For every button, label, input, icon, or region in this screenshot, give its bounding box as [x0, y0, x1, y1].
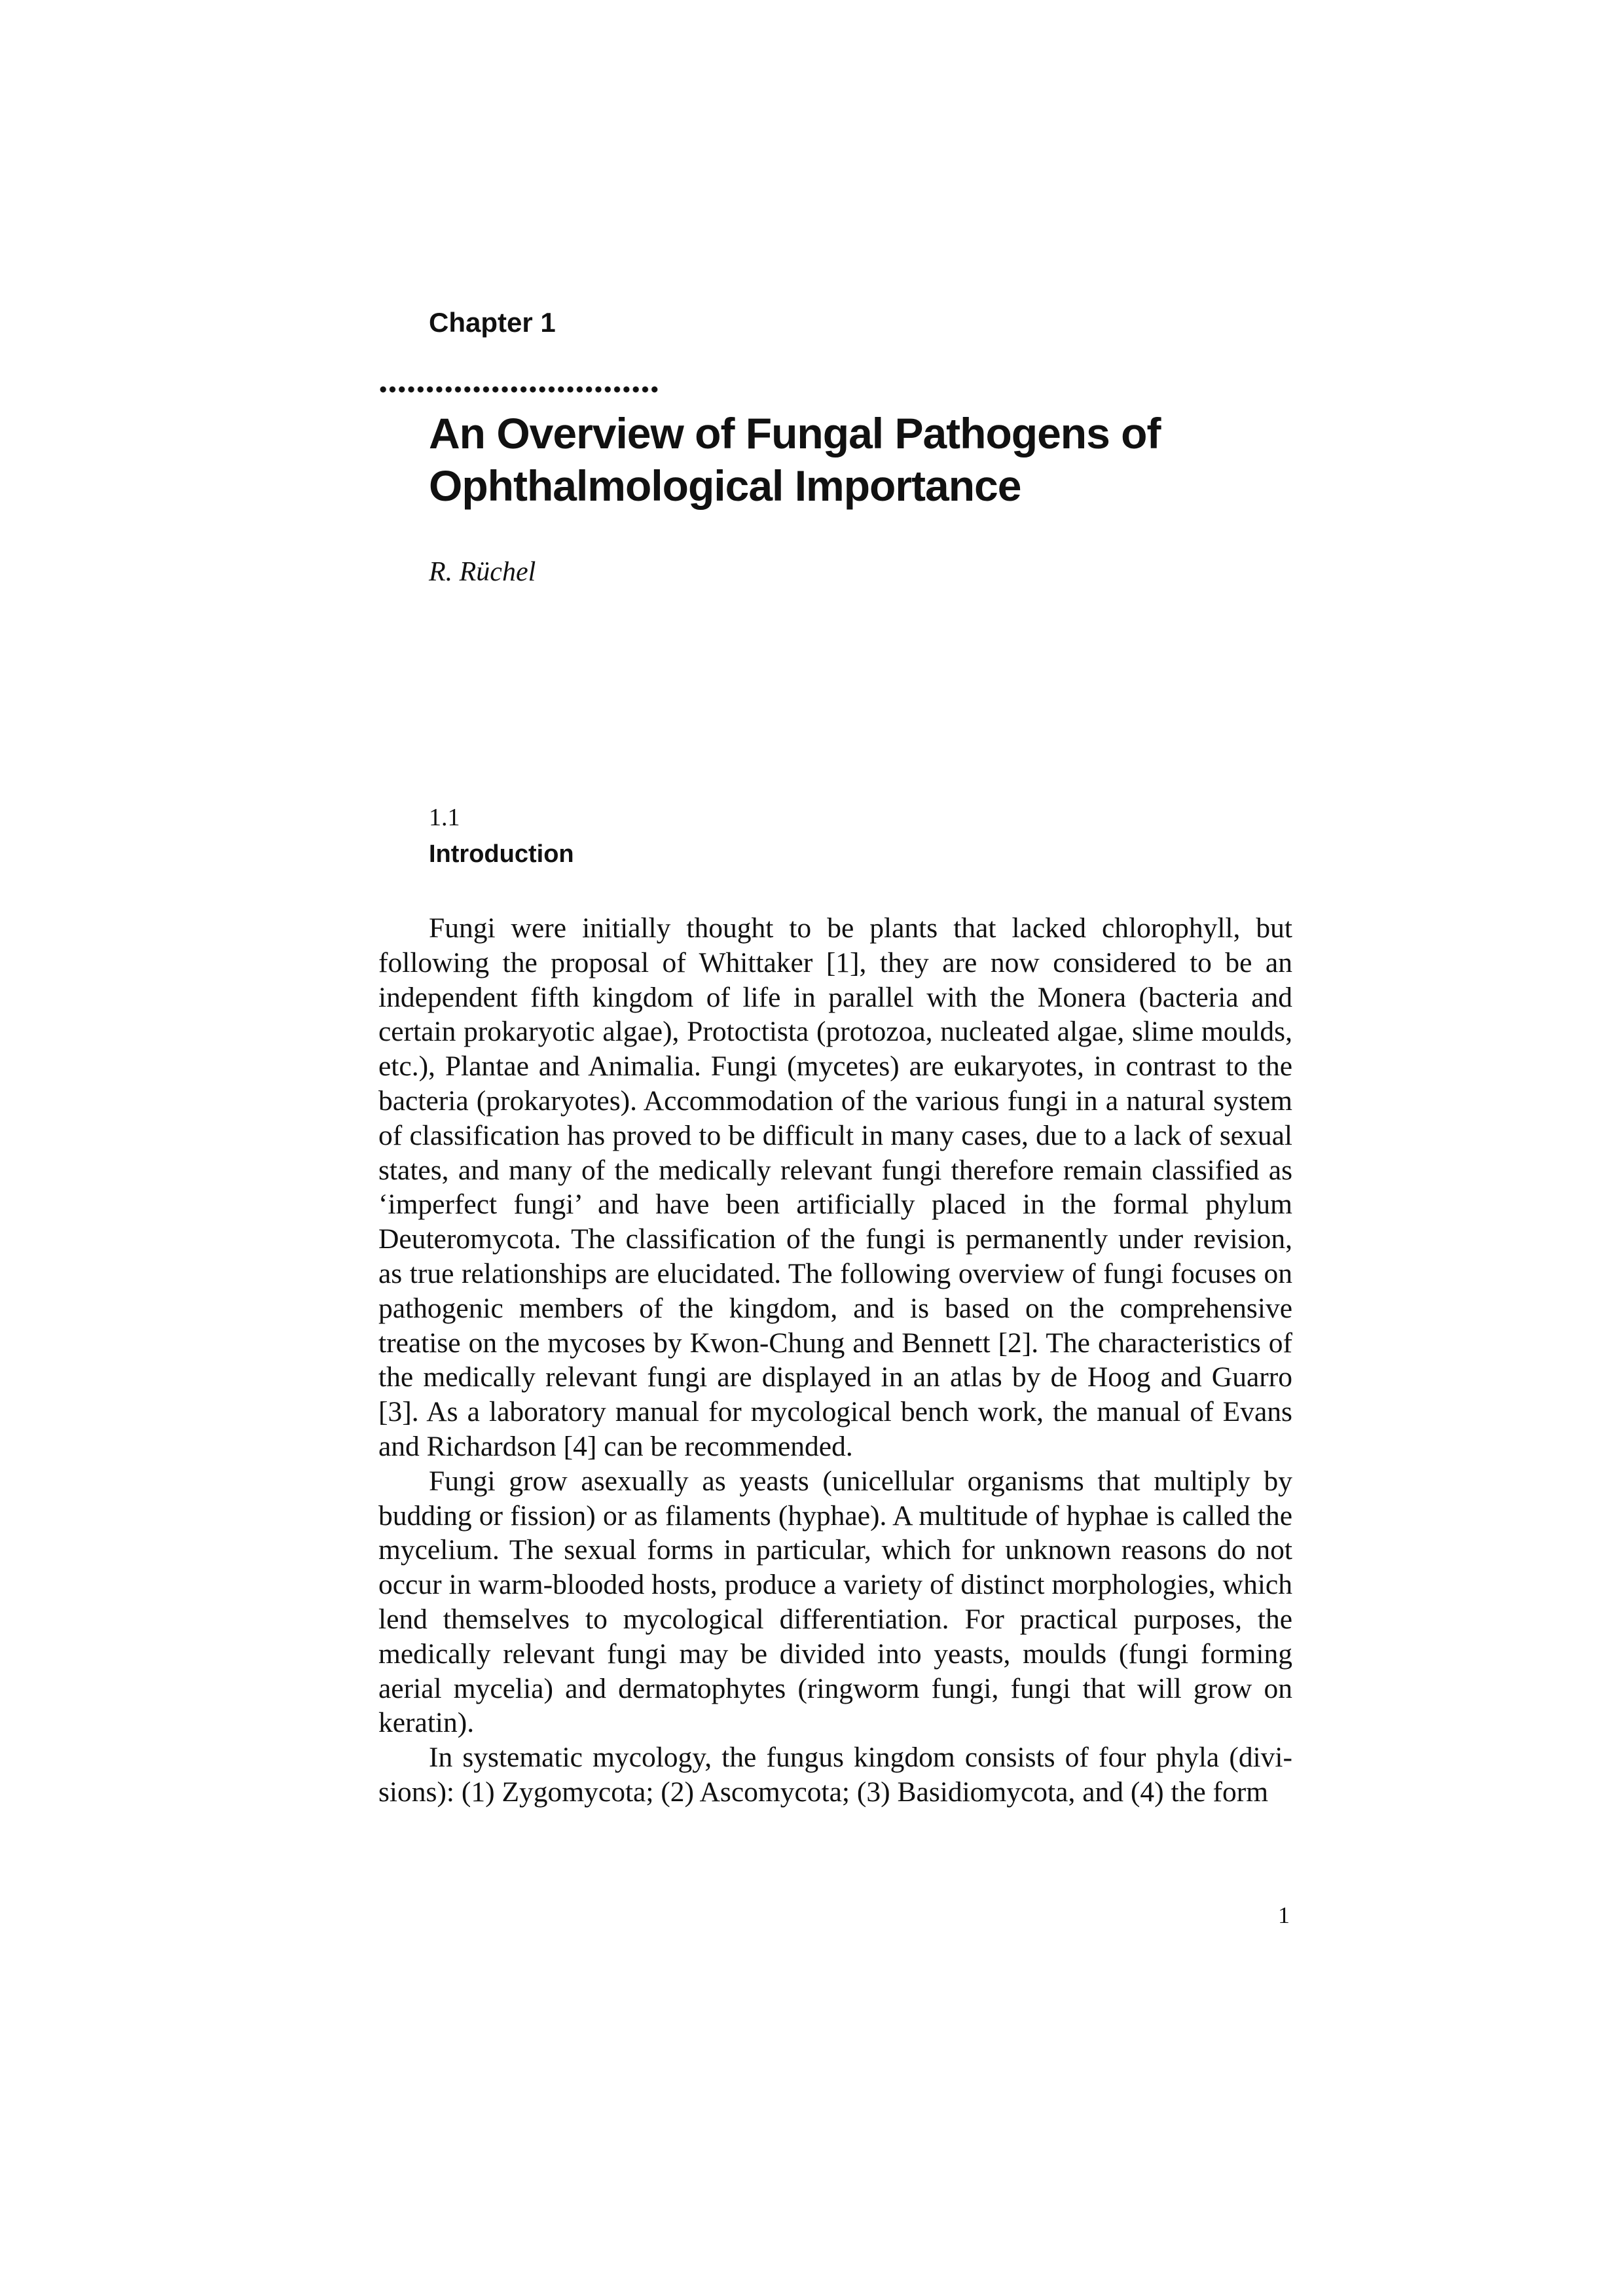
paragraph: In systematic mycology, the fungus kingdom consists of four phyla (divisions): (1) Zygomycota; (2) Ascomycota; (3) Basidiomycota, and (4) the form [378, 1742, 1292, 1808]
body-text [378, 911, 1292, 1810]
chapter-title [429, 407, 1411, 512]
dotted-rule [378, 385, 660, 394]
author-name: R. Rüchel [429, 557, 536, 587]
page-number: 1 [1278, 1902, 1290, 1928]
paragraph: Fungi were initially thought to be plants that lacked chlorophyll, but following the proposal of Whittaker [1], they are now considered to be an independent fifth kingdom of life in parallel with the Monera (bacteria and certain prokaryotic algae), Protoctista (protozoa, nucleated algae, slime moulds, etc.), Plantae and Animalia. Fungi (mycetes) are eukaryotes, in contrast to the bacteria (prokaryotes). Accommodation of the various fungi in a natural system of classification has proved to be difficult in many cases, due to a lack of sexual states, and many of the medically relevant fungi therefore remain classified as ‘imperfect fungi’ and have been artificially placed in the formal phylum Deuteromycota. The classification of the fungi is permanently under revision, as true relationships are elucidated. The following overview of fungi focuses on pathogenic members of the kingdom, and is based on the comprehensive treatise on the mycoses by Kwon-Chung and Bennett [2]. The characteristics of the medically relevant fungi are displayed in an atlas by de Hoog and Guarro [3]. As a laboratory manual for mycological bench work, the manual of Evans and Richardson [4] can be recommended. [378, 912, 1292, 1462]
chapter-title-line: An Overview of Fungal Pathogens of [429, 409, 1161, 457]
section-number: 1.1 [429, 804, 460, 831]
section-title: Introduction [429, 840, 574, 868]
paragraph: Fungi grow asexually as yeasts (unicellular organisms that multiply by budding or fission) or as filaments (hyphae). A multitude of hyphae is called the mycelium. The sexual forms in particular, which for unknown reasons do not occur in warm-blooded hosts, produce a variety of distinct morphologies, which lend themselves to mycological differentiation. For practical purposes, the medically relevant fungi may be divided into yeasts, moulds (fungi forming aerial mycelia) and dermatophytes (ringworm fungi, fungi that will grow on keratin). [378, 1465, 1292, 1739]
chapter-label: Chapter 1 [429, 307, 556, 338]
chapter-title-line: Ophthalmological Importance [429, 461, 1021, 510]
